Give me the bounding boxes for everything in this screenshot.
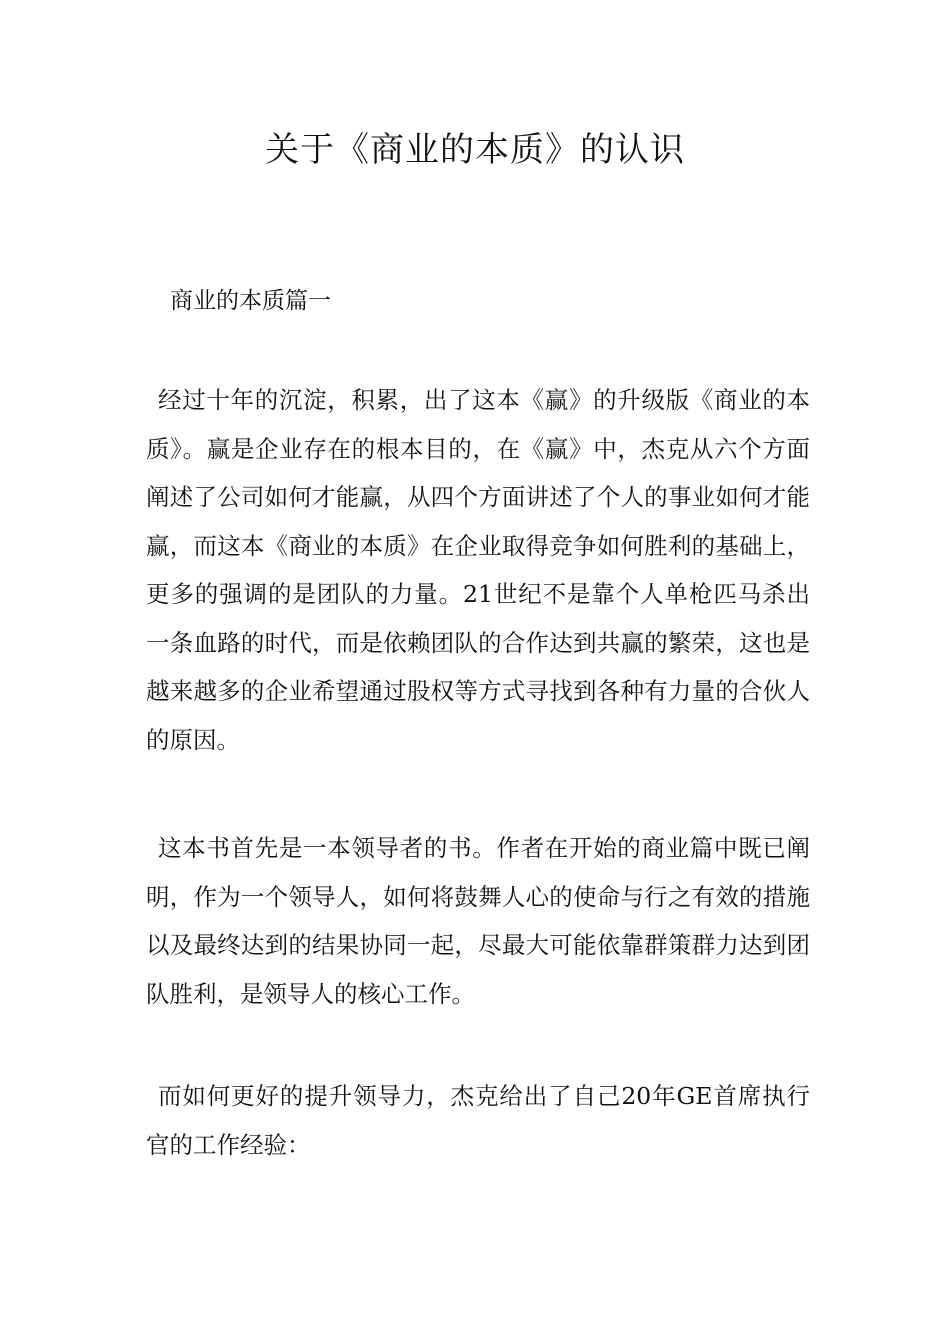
body-paragraph-2: 这本书首先是一本领导者的书。作者在开始的商业篇中既已阐明，作为一个领导人，如何将鼓舞人心的使命与行之有效的措施以及最终达到的结果协同一起，尽最大可能依靠群策群力达到团队胜利，是领导人的核心工作。 xyxy=(146,834,810,1008)
body-paragraph-1: 经过十年的沉淀，积累，出了这本《赢》的升级版《商业的本质》。赢是企业存在的根本目的，在《赢》中，杰克从六个方面阐述了公司如何才能赢，从四个方面讲述了个人的事业如何才能赢，而这本《商业的本质》在企业取得竞争如何胜利的基础上，更多的强调的是团队的力量。21世纪不是靠个人单枪匹马杀出一条血路的时代，而是依赖团队的合作达到共赢的繁荣，这也是越来越多的企业希望通过股权等方式寻找到各种有力量的合伙人的原因。 xyxy=(146,386,810,754)
body-paragraph-3: 而如何更好的提升领导力，杰克给出了自己20年GE首席执行官的工作经验： xyxy=(146,1082,810,1159)
section-heading: 商业的本质篇一 xyxy=(170,288,331,314)
document-title: 关于《商业的本质》的认识 xyxy=(265,130,685,170)
